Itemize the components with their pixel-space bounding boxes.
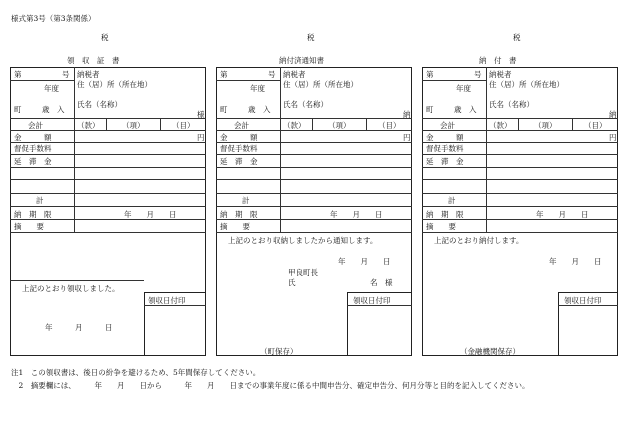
rule-line (280, 118, 281, 130)
bank-keep-label: （金融機関保存） (460, 347, 520, 356)
fiscal-year-label: 年度 (44, 84, 59, 93)
total-label: 計 (448, 196, 456, 205)
name-label: 氏名（名称） (489, 100, 534, 109)
rule-line (10, 219, 206, 220)
rule-line (422, 206, 618, 207)
yen-label: 円 (403, 133, 411, 142)
number-suffix: 号 (268, 70, 276, 79)
address-label: 住（居）所（所在地） (77, 80, 152, 89)
rule-line (10, 206, 206, 207)
sub-item-label: （目） (172, 121, 195, 130)
due-date-value: 年 月 日 (330, 210, 383, 219)
receipt-stamp-label: 領収日付印 (148, 296, 186, 305)
rule-line (216, 80, 280, 81)
fiscal-year-label: 年度 (250, 84, 265, 93)
rule-line (366, 118, 367, 130)
town-keep-label: （町保存） (260, 347, 298, 356)
total-label: 計 (242, 196, 250, 205)
due-date-label: 納 期 限 (426, 210, 464, 219)
rule-line (10, 118, 206, 119)
rule-line (422, 193, 618, 194)
rule-line (312, 118, 313, 130)
rule-line (10, 130, 206, 131)
payment-date: 年 月 日 (549, 257, 602, 266)
notice-statement: 上記のとおり収納しましたから通知します。 (228, 236, 378, 245)
form-header: 様式第3号（第3条関係） (11, 14, 96, 23)
item-label: （項） (328, 121, 351, 130)
revenue-label: 歳 入 (248, 105, 271, 114)
reminder-fee-label: 督促手数料 (14, 144, 52, 153)
fiscal-year-label: 年度 (456, 84, 471, 93)
rule-line (422, 167, 618, 168)
summary-label: 摘 要 (220, 222, 250, 231)
rule-line (10, 167, 206, 168)
rule-line (10, 193, 206, 194)
rule-line (216, 179, 412, 180)
account-label: 会計 (234, 121, 249, 130)
sub-item-label: （目） (584, 121, 607, 130)
reminder-fee-label: 督促手数料 (426, 144, 464, 153)
rule-line (422, 179, 618, 180)
rule-line (216, 130, 412, 131)
rule-line (422, 219, 618, 220)
rule-line (422, 232, 618, 233)
rule-line (216, 193, 412, 194)
town-label: 町 (14, 105, 22, 114)
rule-line (74, 118, 75, 130)
tax-label: 税 (101, 33, 109, 42)
notice-stamp-label: 領収日付印 (353, 296, 391, 305)
rule-line (216, 232, 412, 233)
item-label: （項） (122, 121, 145, 130)
mayor-title: 甲良町長 (288, 268, 318, 277)
rule-line (10, 280, 144, 281)
payment-stamp-label: 領収日付印 (564, 296, 602, 305)
rule-line (518, 118, 519, 130)
taxpayer-label: 納税者 (283, 70, 306, 79)
address-label: 住（居）所（所在地） (489, 80, 564, 89)
name-label: 氏名（名称） (77, 100, 122, 109)
amount-label: 金 額 (426, 133, 464, 142)
section-label: （款） (489, 121, 512, 130)
slip-title: 納付済通知書 (279, 56, 324, 65)
rule-line (10, 142, 206, 143)
number-label: 第 (220, 70, 228, 79)
notice-date: 年 月 日 (338, 257, 391, 266)
account-label: 会計 (28, 121, 43, 130)
rule-line (422, 118, 618, 119)
reminder-fee-label: 督促手数料 (220, 144, 258, 153)
rule-line (422, 80, 486, 81)
tax-label: 税 (513, 33, 521, 42)
mayor-honorific: 名 様 (370, 278, 393, 287)
account-label: 会計 (440, 121, 455, 130)
rule-divider (74, 67, 75, 118)
town-label: 町 (426, 105, 434, 114)
rule-line (216, 154, 412, 155)
receipt-statement: 上記のとおり領収しました。 (22, 284, 120, 293)
number-suffix: 号 (474, 70, 482, 79)
number-suffix: 号 (62, 70, 70, 79)
due-date-label: 納 期 限 (14, 210, 52, 219)
rule-divider (486, 67, 487, 118)
note-2: 2 摘要欄には、 年 月 日から 年 月 日までの事業年度に係る中間申告分、確定申告分、何月分等と目的を記入してください。 (11, 381, 530, 390)
rule-divider (280, 67, 281, 118)
rule-line (216, 142, 412, 143)
late-fee-label: 延 滞 金 (14, 157, 52, 166)
rule-line (216, 219, 412, 220)
slip-title: 納 付 書 (479, 56, 517, 65)
rule-line (216, 118, 412, 119)
amount-label: 金 額 (14, 133, 52, 142)
sub-item-label: （目） (378, 121, 401, 130)
receipt-date: 年 月 日 (45, 323, 113, 332)
name-honorific: 様 (197, 110, 205, 119)
rule-divider (74, 130, 75, 232)
name-honorific: 納 (403, 110, 411, 119)
rule-line (10, 232, 206, 233)
rule-line (216, 167, 412, 168)
due-date-label: 納 期 限 (220, 210, 258, 219)
rule-divider (486, 130, 487, 232)
section-label: （款） (283, 121, 306, 130)
rule-line (10, 80, 74, 81)
rule-line (106, 118, 107, 130)
rule-line (486, 118, 487, 130)
yen-label: 円 (197, 133, 205, 142)
note-1: 注1 この領収書は、後日の紛争を避けるため、5年間保存してください。 (11, 368, 261, 377)
section-label: （款） (77, 121, 100, 130)
rule-line (572, 118, 573, 130)
name-label: 氏名（名称） (283, 100, 328, 109)
summary-label: 摘 要 (14, 222, 44, 231)
slip-title: 領 収 証 書 (67, 56, 120, 65)
amount-label: 金 額 (220, 133, 258, 142)
rule-divider (280, 130, 281, 232)
due-date-value: 年 月 日 (536, 210, 589, 219)
due-date-value: 年 月 日 (124, 210, 177, 219)
summary-label: 摘 要 (426, 222, 456, 231)
name-honorific: 納 (609, 110, 617, 119)
mayor-name-label: 氏 (288, 278, 296, 287)
taxpayer-label: 納税者 (489, 70, 512, 79)
rule-line (10, 154, 206, 155)
rule-line (10, 179, 206, 180)
revenue-label: 歳 入 (42, 105, 65, 114)
taxpayer-label: 納税者 (77, 70, 100, 79)
yen-label: 円 (609, 133, 617, 142)
rule-line (216, 206, 412, 207)
tax-label: 税 (307, 33, 315, 42)
rule-line (422, 142, 618, 143)
payment-statement: 上記のとおり納付します。 (434, 236, 524, 245)
late-fee-label: 延 滞 金 (220, 157, 258, 166)
town-label: 町 (220, 105, 228, 114)
number-label: 第 (426, 70, 434, 79)
late-fee-label: 延 滞 金 (426, 157, 464, 166)
address-label: 住（居）所（所在地） (283, 80, 358, 89)
total-label: 計 (36, 196, 44, 205)
revenue-label: 歳 入 (454, 105, 477, 114)
rule-line (160, 118, 161, 130)
rule-line (422, 130, 618, 131)
number-label: 第 (14, 70, 22, 79)
item-label: （項） (534, 121, 557, 130)
rule-line (422, 154, 618, 155)
